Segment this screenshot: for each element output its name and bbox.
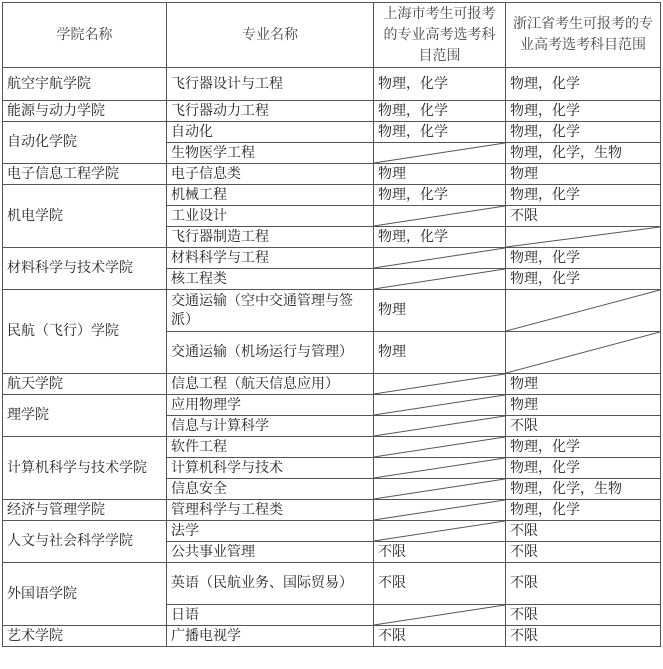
- shanghai-cell: 不限: [374, 626, 506, 647]
- table-row: [3, 68, 661, 101]
- table-row: [3, 248, 661, 269]
- table-row: [3, 563, 661, 605]
- shanghai-cell: 物理，化学: [374, 101, 506, 122]
- shanghai-cell: 物理，化学: [374, 227, 506, 248]
- empty-slash-cell: [506, 227, 661, 248]
- table-row: [3, 521, 661, 542]
- empty-slash-cell: [374, 521, 506, 542]
- major-cell: 核工程类: [167, 269, 374, 290]
- major-cell: 交通运输（空中交通管理与签派）: [167, 290, 374, 332]
- college-cell: 航空宇航学院: [3, 68, 167, 101]
- empty-slash-cell: [374, 458, 506, 479]
- shanghai-cell: 物理: [374, 164, 506, 185]
- major-cell: 英语（民航业务、国际贸易）: [167, 563, 374, 605]
- empty-slash-cell: [374, 206, 506, 227]
- shanghai-cell: 物理，化学: [374, 185, 506, 206]
- zhejiang-cell: 物理，化学: [506, 500, 661, 521]
- empty-slash-cell: [374, 395, 506, 416]
- table-row: [3, 500, 661, 521]
- college-cell: 材料科学与技术学院: [3, 248, 167, 290]
- empty-slash-cell: [374, 479, 506, 500]
- major-cell: 计算机科学与技术: [167, 458, 374, 479]
- zhejiang-cell: 不限: [506, 416, 661, 437]
- major-cell: 自动化: [167, 122, 374, 143]
- major-cell: 机械工程: [167, 185, 374, 206]
- empty-slash-cell: [374, 437, 506, 458]
- zhejiang-cell: 物理，化学: [506, 122, 661, 143]
- shanghai-cell: 不限: [374, 563, 506, 605]
- table-row: [3, 290, 661, 332]
- table-row: [3, 626, 661, 647]
- major-cell: 管理科学与工程类: [167, 500, 374, 521]
- table-row: [3, 374, 661, 395]
- zhejiang-cell: 物理，化学: [506, 269, 661, 290]
- empty-slash-cell: [506, 332, 661, 374]
- header-college: 学院名称: [3, 3, 167, 68]
- zhejiang-cell: 不限: [506, 521, 661, 542]
- major-cell: 日语: [167, 605, 374, 626]
- zhejiang-cell: 不限: [506, 626, 661, 647]
- major-cell: 应用物理学: [167, 395, 374, 416]
- college-cell: 电子信息工程学院: [3, 164, 167, 185]
- major-cell: 飞行器动力工程: [167, 101, 374, 122]
- college-cell: 经济与管理学院: [3, 500, 167, 521]
- college-cell: 机电学院: [3, 185, 167, 248]
- zhejiang-cell: 物理: [506, 395, 661, 416]
- zhejiang-cell: 物理: [506, 164, 661, 185]
- header-major: 专业名称: [167, 3, 374, 68]
- zhejiang-cell: 物理，化学，生物: [506, 143, 661, 164]
- major-cell: 软件工程: [167, 437, 374, 458]
- major-cell: 飞行器设计与工程: [167, 68, 374, 101]
- zhejiang-cell: 不限: [506, 206, 661, 227]
- zhejiang-cell: 物理，化学: [506, 437, 661, 458]
- empty-slash-cell: [374, 269, 506, 290]
- major-cell: 工业设计: [167, 206, 374, 227]
- table-row: [3, 122, 661, 143]
- zhejiang-cell: 物理，化学: [506, 101, 661, 122]
- zhejiang-cell: 不限: [506, 563, 661, 605]
- shanghai-cell: 不限: [374, 542, 506, 563]
- empty-slash-cell: [374, 374, 506, 395]
- major-cell: 广播电视学: [167, 626, 374, 647]
- major-cell: 信息安全: [167, 479, 374, 500]
- major-cell: 公共事业管理: [167, 542, 374, 563]
- empty-slash-cell: [374, 605, 506, 626]
- zhejiang-cell: 物理: [506, 374, 661, 395]
- college-cell: 艺术学院: [3, 626, 167, 647]
- zhejiang-cell: 物理，化学: [506, 458, 661, 479]
- zhejiang-cell: 不限: [506, 605, 661, 626]
- zhejiang-cell: 物理，化学: [506, 248, 661, 269]
- college-cell: 理学院: [3, 395, 167, 437]
- empty-slash-cell: [374, 500, 506, 521]
- college-cell: 能源与动力学院: [3, 101, 167, 122]
- shanghai-cell: 物理: [374, 290, 506, 332]
- table-row: [3, 101, 661, 122]
- college-cell: 外国语学院: [3, 563, 167, 626]
- zhejiang-cell: 物理，化学: [506, 185, 661, 206]
- empty-slash-cell: [374, 416, 506, 437]
- empty-slash-cell: [374, 143, 506, 164]
- college-cell: 人文与社会科学学院: [3, 521, 167, 563]
- empty-slash-cell: [506, 290, 661, 332]
- zhejiang-cell: 不限: [506, 542, 661, 563]
- college-cell: 民航（飞行）学院: [3, 290, 167, 374]
- table-row: [3, 164, 661, 185]
- major-cell: 交通运输（机场运行与管理）: [167, 332, 374, 374]
- header-zhejiang: 浙江省考生可报考的专业高考选考科目范围: [506, 3, 661, 68]
- college-cell: 自动化学院: [3, 122, 167, 164]
- major-cell: 信息与计算科学: [167, 416, 374, 437]
- college-cell: 计算机科学与技术学院: [3, 437, 167, 500]
- table-row: [3, 395, 661, 416]
- header-row: [3, 3, 661, 68]
- major-cell: 生物医学工程: [167, 143, 374, 164]
- major-cell: 飞行器制造工程: [167, 227, 374, 248]
- table-row: [3, 437, 661, 458]
- major-cell: 法学: [167, 521, 374, 542]
- shanghai-cell: 物理，化学: [374, 68, 506, 101]
- shanghai-cell: 物理: [374, 332, 506, 374]
- shanghai-cell: 物理，化学: [374, 122, 506, 143]
- major-cell: 信息工程（航天信息应用）: [167, 374, 374, 395]
- header-shanghai: 上海市考生可报考的专业高考选考科目范围: [374, 3, 506, 68]
- table-row: [3, 185, 661, 206]
- zhejiang-cell: 物理，化学，生物: [506, 479, 661, 500]
- subject-requirements-table: [2, 2, 661, 647]
- zhejiang-cell: 物理，化学: [506, 68, 661, 101]
- college-cell: 航天学院: [3, 374, 167, 395]
- major-cell: 电子信息类: [167, 164, 374, 185]
- major-cell: 材料科学与工程: [167, 248, 374, 269]
- empty-slash-cell: [374, 248, 506, 269]
